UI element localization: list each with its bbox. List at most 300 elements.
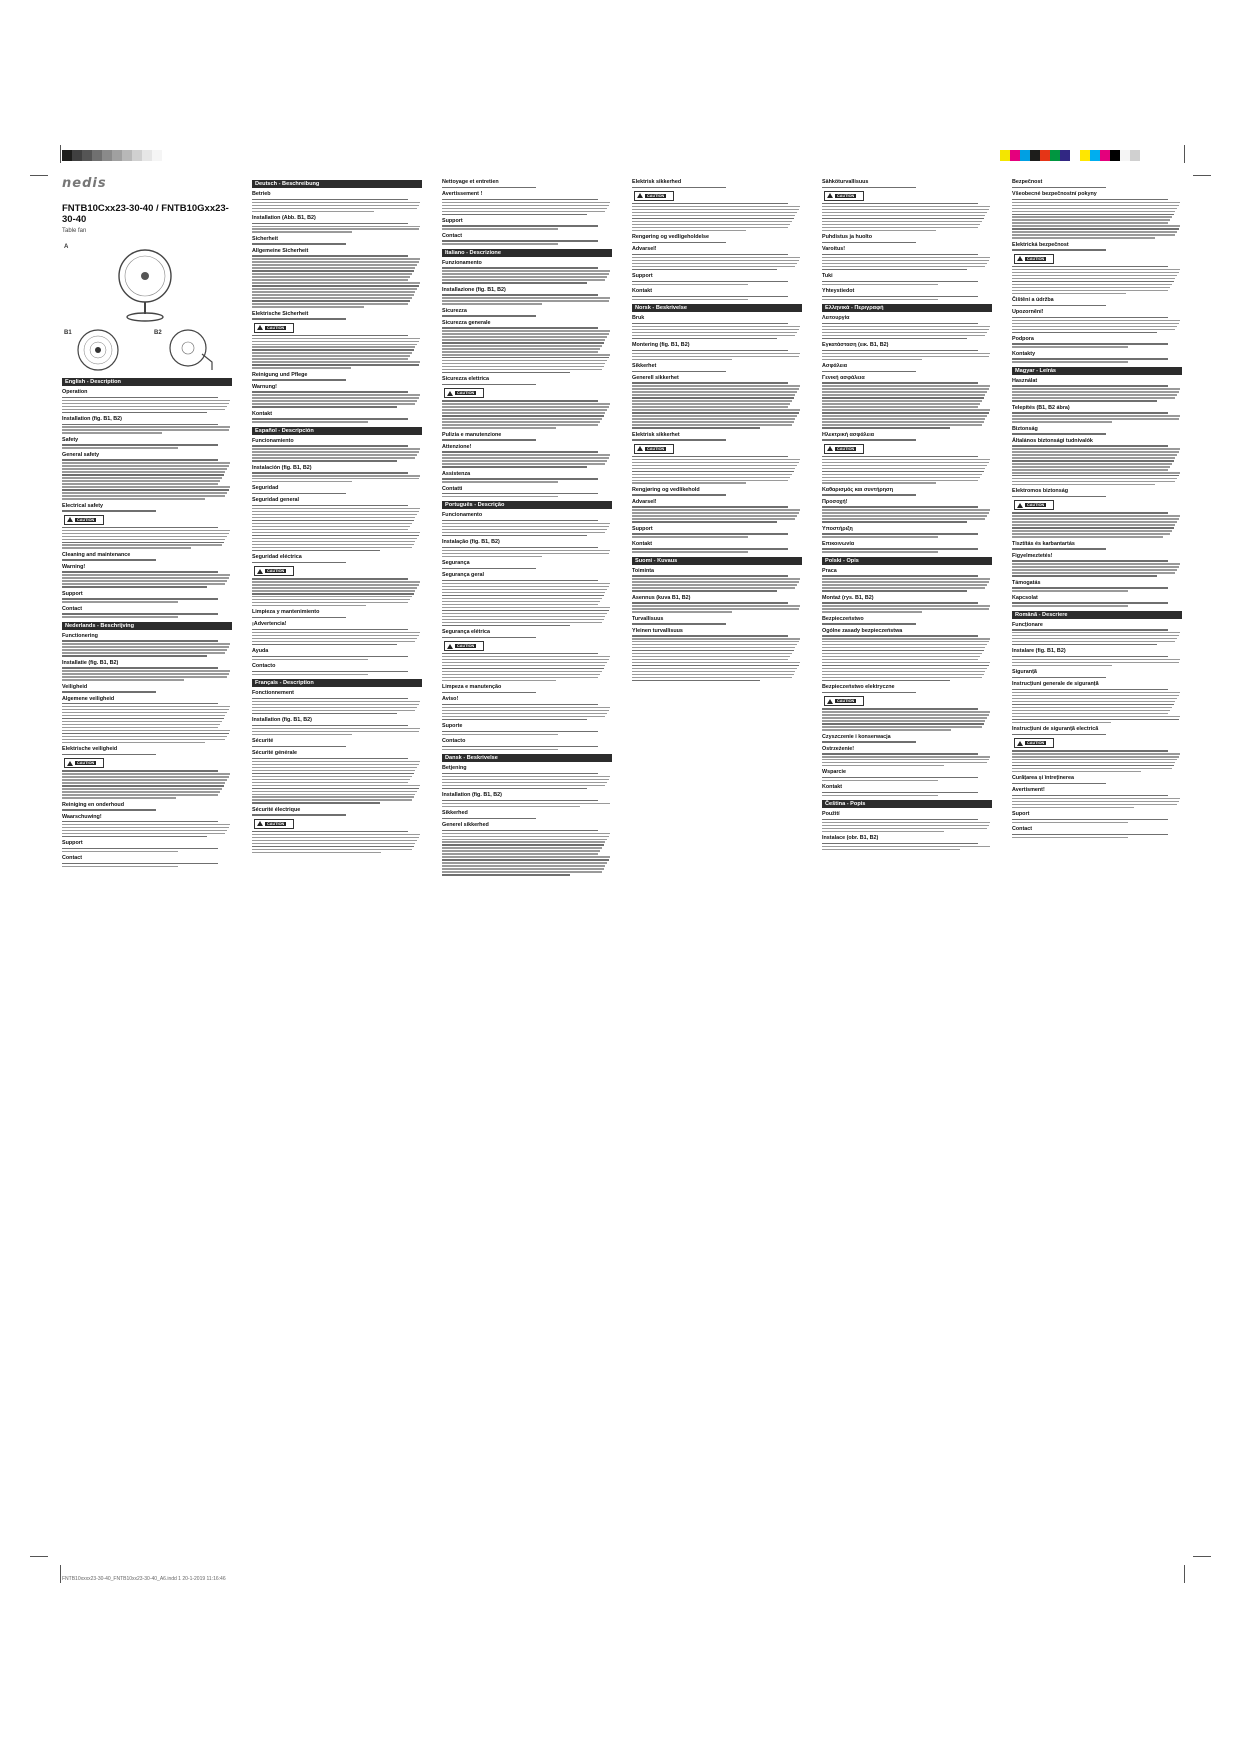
body-text-block [822, 456, 992, 484]
subsection-title: Suporte [442, 723, 463, 730]
subsection-title: Siguranță [1012, 669, 1037, 676]
body-text-block [632, 281, 802, 285]
body-text-block [252, 379, 422, 380]
body-text-block [252, 562, 422, 563]
caution-label [1014, 500, 1054, 510]
subsection-title: Tisztítás és karbantartás [1012, 540, 1075, 547]
subsection-title: Installatie (fig. B1, B2) [62, 659, 119, 666]
subsection-title: Υποστήριξη [822, 525, 853, 532]
color-swatch [1030, 150, 1040, 161]
subsection-title: Contacto [442, 738, 466, 745]
warning-triangle-icon [257, 569, 263, 574]
body-text-block [252, 617, 422, 618]
subsection-title: Limpieza y mantenimiento [252, 609, 320, 616]
subsection-title: Installation (fig. B1, B2) [442, 792, 502, 799]
body-text-block [822, 350, 992, 360]
language-section-header: Nederlands - Beschrijving [62, 622, 232, 630]
crop-mark [1184, 145, 1185, 163]
color-swatch [1110, 150, 1120, 161]
subsection-title: Montaż (rys. B1, B2) [822, 594, 874, 601]
subsection-title: Cleaning and maintenance [62, 551, 131, 558]
subsection-title: Suport [1012, 811, 1030, 818]
body-text-block [822, 281, 992, 285]
body-text-block [442, 493, 612, 497]
subsection-title: Warnung! [252, 383, 277, 390]
body-text-block [632, 242, 802, 243]
caution-label [1014, 738, 1054, 748]
body-text-block [632, 623, 802, 624]
body-text-block [442, 225, 612, 229]
subsection-title: Upozornění! [1012, 308, 1044, 315]
subsection-title: Ostrzeżenie! [822, 745, 855, 752]
body-text-block [62, 510, 232, 511]
subsection-title: Contatti [442, 485, 463, 492]
body-text-block [632, 494, 802, 495]
subsection-title: Funcionamento [442, 512, 483, 519]
caution-text: CAUTION [837, 446, 855, 451]
caution-label [64, 758, 104, 768]
body-text-block [62, 848, 232, 852]
body-text-block [252, 698, 422, 714]
color-swatch [1090, 150, 1100, 161]
subsection-title: Γενική ασφάλεια [822, 374, 865, 381]
body-text-block [442, 746, 612, 750]
body-text-block [822, 575, 992, 591]
subsection-title: General safety [62, 451, 100, 458]
subsection-title: Sicherheit [252, 235, 279, 242]
language-section-header: Română - Descriere [1012, 611, 1182, 619]
subsection-title: ¡Advertencia! [252, 621, 287, 628]
subsection-title: Yleinen turvallisuus [632, 627, 683, 634]
subsection-title: Avertissement ! [442, 190, 483, 197]
subsection-title: Sikkerhet [632, 362, 657, 369]
color-swatch [1040, 150, 1050, 161]
subsection-title: Installation (fig. B1, B2) [62, 415, 122, 422]
body-text-block [822, 635, 992, 681]
caution-label [444, 641, 484, 651]
color-calibration-bar [1000, 150, 1140, 161]
body-text-block [822, 382, 992, 428]
caution-label [444, 388, 484, 398]
body-text-block [252, 391, 422, 407]
subsection-title: Biztonság [1012, 425, 1038, 432]
subsection-title: Sicurezza generale [442, 319, 491, 326]
column-5 [822, 176, 992, 1556]
subsection-title: Sicurezza elettrica [442, 376, 490, 383]
body-text-block [442, 692, 612, 693]
body-text-block [252, 493, 422, 494]
body-text-block [62, 754, 232, 755]
subsection-title: Instalação (fig. B1, B2) [442, 539, 500, 546]
subsection-title: Functionering [62, 632, 98, 639]
body-text-block [632, 371, 802, 372]
caution-text: CAUTION [267, 821, 285, 826]
body-text-block [1012, 587, 1182, 591]
color-swatch [142, 150, 152, 161]
body-text-block [822, 296, 992, 300]
body-text-block [442, 240, 612, 244]
body-text-block [442, 653, 612, 681]
warning-triangle-icon [827, 699, 833, 704]
body-text-block [632, 203, 802, 231]
body-text-block [1012, 412, 1182, 422]
subsection-title: Ηλεκτρική ασφάλεια [822, 431, 875, 438]
caution-text: CAUTION [267, 569, 285, 574]
subsection-title: Instalación (fig. B1, B2) [252, 464, 312, 471]
body-text-block [62, 863, 232, 867]
body-text-block [1012, 496, 1182, 497]
body-text-block [1012, 305, 1182, 306]
body-text-block [62, 640, 232, 656]
body-text-block [1012, 343, 1182, 347]
body-text-block [252, 335, 422, 369]
body-text-block [442, 800, 612, 807]
body-text-block [252, 725, 422, 735]
language-section-header: Polski - Opis [822, 557, 992, 565]
warning-triangle-icon [1017, 503, 1023, 508]
caution-text: CAUTION [457, 391, 475, 396]
color-swatch [92, 150, 102, 161]
body-text-block [62, 527, 232, 549]
subsection-title: Electrical safety [62, 502, 104, 509]
subsection-title: Attenzione! [442, 443, 472, 450]
subsection-title: Turvallisuus [632, 615, 664, 622]
body-text-block [442, 478, 612, 482]
subsection-title: Installation (Abb. B1, B2) [252, 214, 316, 221]
language-section-header: Čeština - Popis [822, 800, 992, 808]
body-text-block [822, 254, 992, 270]
body-text-block [442, 439, 612, 440]
language-section-header: Italiano - Descrizione [442, 249, 612, 257]
subsection-title: Support [62, 840, 83, 847]
subsection-title: Sähköturvallisuus [822, 179, 869, 185]
subsection-title: Elektrisk sikkerhed [632, 179, 682, 185]
body-text-block [822, 242, 992, 243]
subsection-title: Sicurezza [442, 307, 467, 314]
caution-label [1014, 254, 1054, 264]
body-text-block [822, 494, 992, 495]
body-text-block [252, 255, 422, 307]
body-text-block [252, 445, 422, 461]
warning-triangle-icon [1017, 256, 1023, 261]
body-text-block [252, 831, 422, 853]
body-text-block [632, 382, 802, 428]
subsection-title: Warning! [62, 563, 86, 570]
subsection-title: Kontakt [252, 410, 273, 417]
language-section-header: Español - Descripción [252, 427, 422, 435]
fan-assembly-illustration [166, 328, 216, 372]
subsection-title: Contacto [252, 663, 276, 670]
subsection-title: Λειτουργία [822, 315, 850, 322]
body-text-block [442, 830, 612, 876]
subsection-title: Toiminta [632, 567, 655, 574]
language-section-header: Ελληνικά - Περιγραφή [822, 304, 992, 312]
subsection-title: Avertisment! [1012, 787, 1045, 794]
subsection-title: Puhdistus ja huolto [822, 234, 873, 241]
subsection-title: Contact [442, 232, 463, 239]
body-text-block [1012, 385, 1182, 401]
subsection-title: Seguridad [252, 485, 279, 492]
subsection-title: Waarschuwing! [62, 813, 102, 820]
subsection-title: Installazione (fig. B1, B2) [442, 286, 506, 293]
warning-triangle-icon [257, 821, 263, 826]
subsection-title: Ασφάλεια [822, 362, 848, 369]
body-text-block [442, 568, 612, 569]
body-text-block [442, 199, 612, 215]
body-text-block [1012, 629, 1182, 645]
fan-grille-rear-illustration [76, 328, 120, 372]
caution-label [634, 191, 674, 201]
subsection-title: Kontakt [632, 540, 653, 547]
crop-mark [30, 1556, 48, 1557]
subsection-title: Instrucțiuni de siguranță electrică [1012, 726, 1099, 733]
subsection-title: Contact [62, 855, 83, 862]
body-text-block [442, 451, 612, 467]
product-figure [62, 244, 232, 374]
body-text-block [62, 424, 232, 434]
caution-label [824, 191, 864, 201]
subsection-title: Instrucțiuni generale de siguranță [1012, 681, 1099, 688]
subsection-title: Betjening [442, 765, 467, 772]
subsection-title: Reinigung und Pflege [252, 371, 308, 378]
body-text-block [252, 578, 422, 606]
figure-label-a: A [64, 244, 69, 250]
body-text-block [632, 506, 802, 522]
body-text-block [632, 254, 802, 270]
caution-text: CAUTION [837, 699, 855, 704]
body-text-block [442, 773, 612, 789]
body-text-block [442, 547, 612, 557]
color-swatch [1070, 150, 1080, 161]
warning-triangle-icon [447, 391, 453, 396]
body-text-block [252, 746, 422, 747]
color-swatch [102, 150, 112, 161]
body-text-block [822, 548, 992, 552]
subsection-title: Seguridad general [252, 497, 300, 504]
warning-triangle-icon [827, 446, 833, 451]
caution-text: CAUTION [457, 644, 475, 649]
subsection-title: Funcționare [1012, 621, 1043, 628]
color-swatch [112, 150, 122, 161]
body-text-block [822, 439, 992, 440]
crop-mark [1193, 1556, 1211, 1557]
language-section-header: Deutsch - Beschreibung [252, 180, 422, 188]
body-text-block [1012, 548, 1182, 549]
subsection-title: Nettoyage et entretien [442, 179, 499, 185]
subsection-title: Használat [1012, 377, 1038, 384]
subsection-title: Sécurité [252, 738, 274, 745]
body-text-block [1012, 317, 1182, 333]
language-section-header: Magyar - Leírás [1012, 367, 1182, 375]
body-text-block [1012, 834, 1182, 838]
body-text-block [62, 598, 232, 602]
subsection-title: Algemene veiligheid [62, 695, 115, 702]
subsection-title: Support [62, 590, 83, 597]
body-text-block [822, 533, 992, 537]
subsection-title: Advarsel! [632, 498, 657, 505]
subsection-title: Contact [62, 605, 83, 612]
subsection-title: Betrieb [252, 191, 271, 197]
body-text-block [252, 671, 422, 675]
subsection-title: Rengjøring og vedlikehold [632, 486, 700, 493]
body-text-block [1012, 199, 1182, 239]
print-slug: FNTB10xxxx23-30-40_FNTB10xx23-30-40_A6.indd 1 20-1-2019 11:16:46 [62, 1576, 226, 1582]
color-swatch [62, 150, 72, 161]
subsection-title: Veiligheid [62, 683, 88, 690]
subsection-title: Sécurité générale [252, 750, 297, 757]
body-text-block [442, 637, 612, 638]
body-text-block [62, 809, 232, 810]
body-text-block [1012, 602, 1182, 606]
column-1 [62, 176, 232, 1556]
subsection-title: Limpeza e manutenção [442, 684, 502, 691]
body-text-block [252, 243, 422, 244]
subsection-title: Generel sikkerhed [442, 821, 489, 828]
body-text-block [442, 327, 612, 373]
subsection-title: Allgemeine Sicherheit [252, 247, 309, 254]
body-text-block [822, 203, 992, 231]
body-text-block [1012, 819, 1182, 823]
column-6 [1012, 176, 1182, 1556]
subsection-title: Tuki [822, 273, 833, 280]
body-text-block [252, 814, 422, 815]
subsection-title: Ogólne zasady bezpieczeństwa [822, 627, 903, 634]
language-section-header: Português - Descrição [442, 501, 612, 509]
subsection-title: Bezpieczeństwo elektryczne [822, 684, 895, 691]
subsection-title: Segurança elétrica [442, 629, 490, 636]
body-text-block [822, 506, 992, 522]
body-text-block [822, 741, 992, 742]
subsection-title: Elektromos biztonság [1012, 488, 1069, 495]
caution-text: CAUTION [837, 193, 855, 198]
caution-label [824, 696, 864, 706]
subsection-title: Bezpieczeństwo [822, 615, 864, 622]
body-text-block [62, 691, 232, 692]
product-subtitle: Table fan [62, 228, 87, 234]
subsection-title: Támogatás [1012, 579, 1041, 586]
body-text-block [822, 692, 992, 693]
body-text-block [1012, 656, 1182, 666]
subsection-title: Καθαρισμός και συντήρηση [822, 486, 893, 493]
body-text-block [442, 384, 612, 385]
body-text-block [632, 602, 802, 612]
crop-mark [30, 175, 48, 176]
body-text-block [62, 559, 232, 560]
body-text-block [632, 323, 802, 339]
subsection-title: Montering (fig. B1, B2) [632, 341, 690, 348]
crop-mark [60, 145, 61, 163]
color-swatch [1080, 150, 1090, 161]
subsection-title: Elektrická bezpečnost [1012, 241, 1069, 248]
subsection-title: Reiniging en onderhoud [62, 801, 124, 808]
subsection-title: Kontakt [632, 288, 653, 295]
body-text-block [632, 187, 802, 188]
language-section-header: Norsk - Beskrivelse [632, 304, 802, 312]
subsection-title: Elektrische veiligheid [62, 746, 118, 753]
caution-label [824, 444, 864, 454]
language-section-header: English - Description [62, 378, 232, 386]
body-text-block [632, 350, 802, 360]
body-text-block [1012, 187, 1182, 188]
subsection-title: Rengøring og vedligeholdelse [632, 234, 709, 241]
body-text-block [632, 456, 802, 484]
subsection-title: Generell sikkerhet [632, 374, 679, 381]
body-text-block [1012, 358, 1182, 362]
body-text-block [442, 315, 612, 316]
body-text-block [252, 758, 422, 804]
subsection-title: Figyelmeztetés! [1012, 552, 1053, 559]
figure-label-b1: B1 [64, 330, 72, 336]
caution-text: CAUTION [1027, 503, 1045, 508]
color-swatch [152, 150, 162, 161]
caution-text: CAUTION [647, 193, 665, 198]
body-text-block [1012, 783, 1182, 784]
body-text-block [822, 843, 992, 850]
body-text-block [632, 575, 802, 591]
subsection-title: Kontakt [822, 784, 843, 791]
manual-sheet [60, 176, 1184, 1556]
caution-label [64, 515, 104, 525]
caution-text: CAUTION [267, 325, 285, 330]
column-3 [442, 176, 612, 1556]
body-text-block [252, 472, 422, 482]
subsection-title: Operation [62, 389, 88, 395]
body-text-block [442, 580, 612, 626]
body-text-block [252, 223, 422, 233]
body-text-block [822, 819, 992, 832]
body-text-block [822, 187, 992, 188]
body-text-block [442, 400, 612, 428]
subsection-title: Instalare (fig. B1, B2) [1012, 648, 1066, 655]
caution-text: CAUTION [77, 517, 95, 522]
body-text-block [822, 792, 992, 796]
warning-triangle-icon [1017, 741, 1023, 746]
body-text-block [632, 635, 802, 681]
body-text-block [62, 703, 232, 743]
subsection-title: Support [442, 217, 463, 224]
body-text-block [442, 294, 612, 304]
body-text-block [62, 397, 232, 413]
subsection-title: Praca [822, 567, 837, 574]
subsection-title: Funcionamiento [252, 437, 294, 444]
gray-calibration-bar [62, 150, 162, 161]
body-text-block [632, 548, 802, 552]
caution-text: CAUTION [77, 761, 95, 766]
subsection-title: Funzionamento [442, 259, 482, 266]
subsection-title: Podpora [1012, 335, 1034, 342]
language-section-header: Dansk - Beskrivelse [442, 754, 612, 762]
table-fan-illustration [100, 244, 190, 324]
color-swatch [1120, 150, 1130, 161]
crop-mark [1184, 1565, 1185, 1583]
subsection-title: Support [632, 525, 653, 532]
subsection-title: Kapcsolat [1012, 594, 1038, 601]
warning-triangle-icon [637, 193, 643, 198]
body-text-block [252, 629, 422, 645]
brand-logo: nedis [62, 176, 107, 191]
color-swatch [1000, 150, 1010, 161]
color-swatch [1060, 150, 1070, 161]
body-text-block [1012, 795, 1182, 808]
body-text-block [822, 623, 992, 624]
subsection-title: Elektrisk sikkerhet [632, 431, 680, 438]
subsection-title: Asennus (kuva B1, B2) [632, 594, 691, 601]
subsection-title: Telepítés (B1, B2 ábra) [1012, 404, 1070, 411]
subsection-title: Προσοχή! [822, 498, 848, 505]
body-text-block [822, 777, 992, 781]
body-text-block [62, 444, 232, 448]
subsection-title: Advarsel! [632, 246, 657, 253]
